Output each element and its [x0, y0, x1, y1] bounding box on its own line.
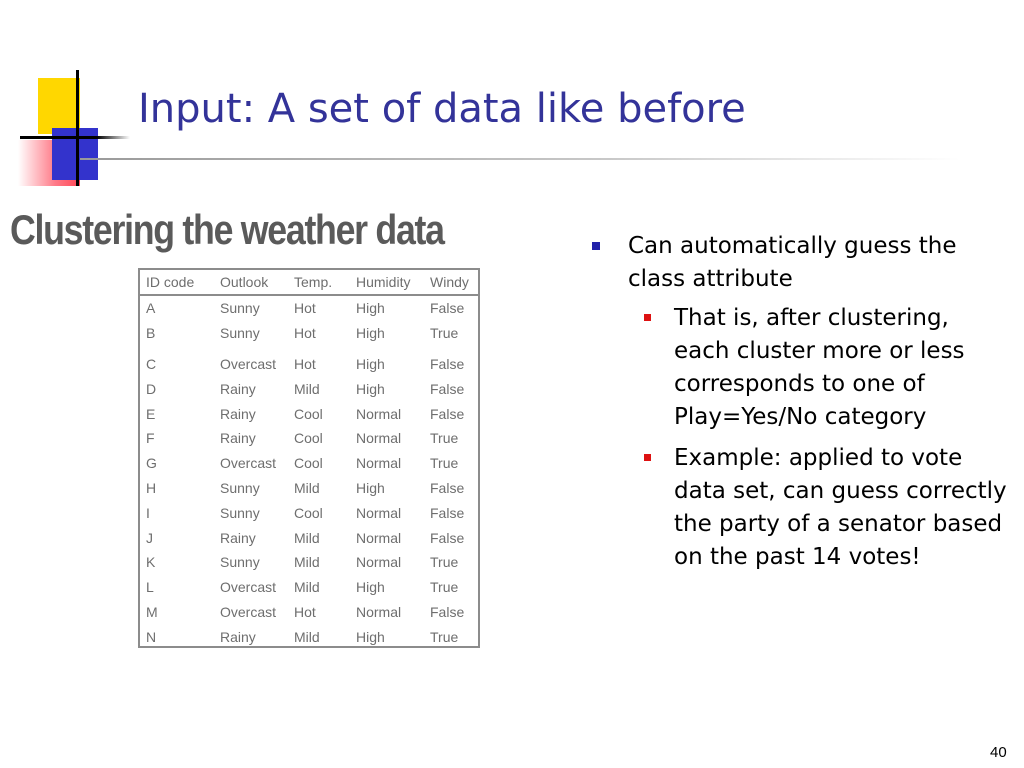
- table-body: [140, 295, 478, 649]
- table-cell: Rainy: [220, 405, 256, 422]
- table-row: [140, 525, 478, 550]
- table-row: [140, 451, 478, 476]
- logo-vertical-line: [76, 70, 79, 186]
- table-cell: Normal: [356, 455, 402, 472]
- table-cell: Normal: [356, 603, 402, 620]
- sub-bullet-item: [628, 302, 1010, 434]
- table-cell: Hot: [294, 325, 316, 342]
- title-rule: [80, 158, 960, 160]
- square-bullet-icon: [592, 242, 600, 250]
- table-row: [140, 426, 478, 451]
- table-cell: F: [146, 430, 155, 447]
- table-cell: Hot: [294, 355, 316, 372]
- table-cell: Mild: [294, 380, 320, 397]
- table-cell: C: [146, 355, 157, 372]
- table-cell: Mild: [294, 529, 320, 546]
- table-cell: G: [146, 455, 157, 472]
- weather-table: [140, 270, 478, 649]
- sub-bullet-text: That is, after clustering, each cluster more or less corresponds to one of Play=Yes/No category: [674, 305, 965, 430]
- table-cell: True: [430, 430, 459, 447]
- table-cell: Normal: [356, 529, 402, 546]
- table-row: [140, 500, 478, 525]
- table-cell: Normal: [356, 554, 402, 571]
- column-header: Temp.: [288, 270, 350, 295]
- table-cell: Cool: [294, 405, 323, 422]
- bullet-text: Can automatically guess the class attribute: [628, 233, 957, 292]
- slide-title: Input: A set of data like before: [138, 86, 746, 132]
- table-row: [140, 401, 478, 426]
- table-cell: Overcast: [220, 455, 277, 472]
- table-cell: Normal: [356, 504, 402, 521]
- bullet-item: [590, 230, 1010, 296]
- table-cell: High: [356, 628, 385, 645]
- table-cell: K: [146, 554, 156, 571]
- square-bullet-icon: [644, 454, 651, 461]
- table-cell: True: [430, 325, 459, 342]
- table-cell: D: [146, 380, 157, 397]
- table-row: [140, 575, 478, 600]
- table-cell: High: [356, 479, 385, 496]
- table-cell: High: [356, 355, 385, 372]
- table-cell: False: [430, 479, 465, 496]
- table-cell: False: [430, 529, 465, 546]
- table-row: [140, 600, 478, 625]
- table-cell: H: [146, 479, 157, 496]
- table-cell: Overcast: [220, 355, 277, 372]
- sub-bullet-text: Example: applied to vote data set, can guess correctly the party of a senator based on the past 14 votes!: [674, 445, 1007, 570]
- table-cell: Hot: [294, 300, 316, 317]
- table-cell: Cool: [294, 430, 323, 447]
- table-row: [140, 295, 478, 321]
- table-cell: Sunny: [220, 504, 260, 521]
- table-cell: High: [356, 380, 385, 397]
- table-cell: A: [146, 300, 156, 317]
- table-cell: False: [430, 380, 465, 397]
- table-cell: False: [430, 300, 465, 317]
- table-cell: Rainy: [220, 628, 256, 645]
- column-header: Outlook: [214, 270, 288, 295]
- figure-heading: Clustering the weather data: [10, 206, 444, 253]
- table-cell: False: [430, 405, 465, 422]
- table-cell: Sunny: [220, 325, 260, 342]
- table-cell: Rainy: [220, 529, 256, 546]
- table-cell: True: [430, 455, 459, 472]
- table-cell: Normal: [356, 405, 402, 422]
- table-cell: High: [356, 300, 385, 317]
- square-bullet-icon: [644, 314, 651, 321]
- bullet-list: [590, 230, 1010, 574]
- table-cell: False: [430, 603, 465, 620]
- table-cell: J: [146, 529, 153, 546]
- table-cell: True: [430, 628, 459, 645]
- table-cell: Mild: [294, 479, 320, 496]
- table-cell: High: [356, 325, 385, 342]
- table-cell: Cool: [294, 504, 323, 521]
- table-cell: N: [146, 628, 157, 645]
- table-cell: Overcast: [220, 579, 277, 596]
- table-cell: M: [146, 603, 158, 620]
- table-cell: I: [146, 504, 150, 521]
- table-cell: Normal: [356, 430, 402, 447]
- table-cell: Mild: [294, 579, 320, 596]
- table-cell: True: [430, 579, 459, 596]
- table-cell: False: [430, 504, 465, 521]
- table-cell: E: [146, 405, 156, 422]
- column-header: Humidity: [350, 270, 424, 295]
- table-row: [140, 346, 478, 377]
- table-cell: B: [146, 325, 156, 342]
- table-cell: False: [430, 355, 465, 372]
- table-cell: Rainy: [220, 380, 256, 397]
- table-header-row: [140, 270, 478, 295]
- table-cell: Mild: [294, 554, 320, 571]
- logo-horizontal-line: [20, 136, 130, 139]
- table-cell: Sunny: [220, 300, 260, 317]
- table-row: [140, 550, 478, 575]
- sub-bullet-item: [628, 442, 1010, 574]
- page-number: 40: [990, 744, 1007, 761]
- table-cell: Cool: [294, 455, 323, 472]
- table-row: [140, 376, 478, 401]
- table-cell: High: [356, 579, 385, 596]
- table-row: [140, 624, 478, 649]
- table-cell: Overcast: [220, 603, 277, 620]
- table-cell: L: [146, 579, 154, 596]
- table-cell: True: [430, 554, 459, 571]
- table-cell: Mild: [294, 628, 320, 645]
- table-row: [140, 476, 478, 501]
- table-row: [140, 321, 478, 346]
- weather-table-frame: [138, 268, 480, 648]
- table-cell: Sunny: [220, 554, 260, 571]
- table-cell: Sunny: [220, 479, 260, 496]
- logo-yellow-block: [38, 78, 80, 134]
- column-header: Windy: [424, 270, 478, 295]
- table-cell: Rainy: [220, 430, 256, 447]
- table-cell: Hot: [294, 603, 316, 620]
- column-header: ID code: [140, 270, 214, 295]
